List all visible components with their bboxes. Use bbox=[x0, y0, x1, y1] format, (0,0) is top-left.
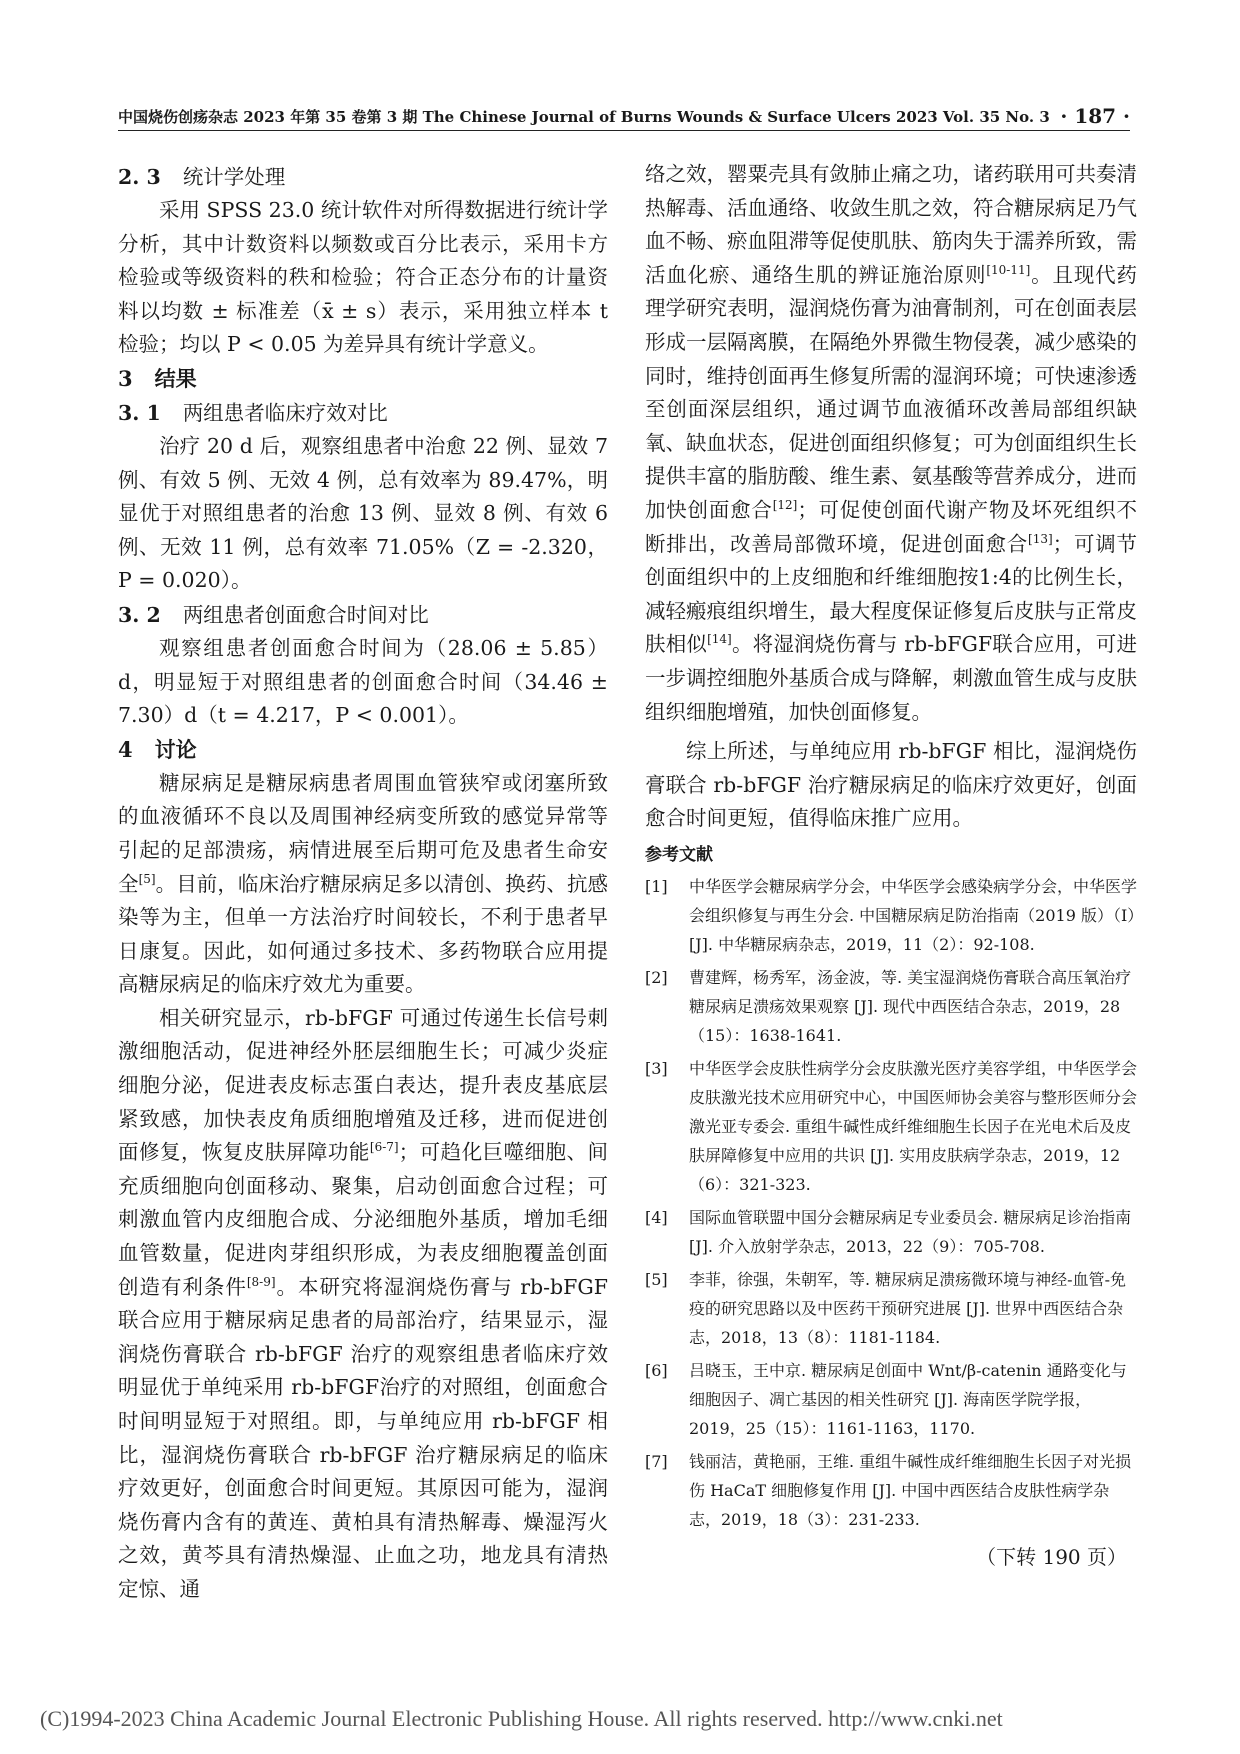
section-title: 统计学处理 bbox=[182, 165, 286, 189]
citation[interactable]: [6-7] bbox=[369, 1140, 399, 1155]
section-3-2-heading bbox=[118, 598, 608, 632]
reference-text: 中华医学会糖尿病学分会，中华医学会感染病学分会，中华医学会组织修复与再生分会. 中国糖尿病足防治指南（2019 版）（Ⅰ）[J]. 中华糖尿病杂志，2019，11（2）：92-108. bbox=[689, 876, 1138, 954]
reference-number: [1] bbox=[645, 876, 668, 896]
text-run: 。本研究将湿润烧伤膏与 rb-bFGF 联合应用于糖尿病足患者的局部治疗，结果显示，湿润烧伤膏联合 rb-bFGF 治疗的观察组患者临床疗效明显优于单纯采用 rb-bFGF治疗的对照组，创面愈合时间明显短于对照组。即，与单纯应用 rb-bFGF 相比，湿润烧伤膏联合 rb-bFGF 治疗糖尿病足的临床疗效更好，创面愈合时间更短。其原因可能为，湿润烧伤膏内含有的黄连、黄柏具有清热解毒、燥湿泻火之效，黄芩具有清热燥湿、止血之功，地龙具有清热定惊、通 bbox=[118, 1274, 609, 1601]
reference-number: [5] bbox=[645, 1269, 668, 1289]
reference-item bbox=[645, 963, 1137, 1050]
right-column bbox=[645, 158, 1137, 1574]
reference-item bbox=[645, 1203, 1137, 1261]
text-run: ；可促使创面代谢产物及坏死组织不断排出，改善局部微环境，促进创面愈合 bbox=[645, 497, 1138, 556]
reference-text: 钱丽洁，黄艳丽，王维. 重组牛碱性成纤维细胞生长因子对光损伤 HaCaT 细胞修复作用 [J]. 中国中西医结合皮肤性病学杂志，2019，18（3）：231-233. bbox=[689, 1451, 1132, 1529]
section-title: 两组患者创面愈合时间对比 bbox=[182, 602, 429, 627]
reference-item bbox=[645, 1054, 1137, 1199]
text-run: ；可趋化巨噬细胞、间充质细胞向创面移动、聚集，启动创面愈合过程；可刺激血管内皮细胞合成、分泌细胞外基质，增加毛细血管数量，促进肉芽组织形成，为表皮细胞覆盖创面创造有利条件 bbox=[118, 1140, 609, 1299]
reference-text: 国际血管联盟中国分会糖尿病足专业委员会. 糖尿病足诊治指南 [J]. 介入放射学杂志，2013，22（9）：705-708. bbox=[689, 1207, 1132, 1256]
paragraph-efficacy: 治疗 20 d 后，观察组患者中治愈 22 例、显效 7 例、有效 5 例、无效 4 例，总有效率为 89.47%，明显优于对照组患者的治愈 13 例、显效 8 例、有效 6 例、无效 11 例，总有效率 71.05%（Z = -2.320，P = 0.020）。 bbox=[118, 433, 608, 593]
paragraph-discussion-3 bbox=[645, 158, 1137, 729]
section-number: 3 bbox=[118, 365, 133, 391]
reference-item bbox=[645, 872, 1137, 959]
reference-number: [2] bbox=[645, 967, 668, 987]
section-2-3-heading bbox=[118, 160, 608, 194]
text-run: 。且现代药理学研究表明，湿润烧伤膏为油膏制剂，可在创面表层形成一层隔离膜，在隔绝外界微生物侵袭，减少感染的同时，维持创面再生修复所需的湿润环境；可快速渗透至创面深层组织，通过调节血液循环改善局部组织缺氧、缺血状态，促进创面组织修复；可为创面组织生长提供丰富的脂肪酸、维生素、氨基酸等营养成分，进而加快创面愈合 bbox=[645, 262, 1138, 522]
paragraph-healing-time: 观察组患者创面愈合时间为（28.06 ± 5.85）d，明显短于对照组患者的创面愈合时间（34.46 ± 7.30）d（t = 4.217，P < 0.001）。 bbox=[118, 635, 608, 728]
citation[interactable]: [13] bbox=[1028, 531, 1053, 546]
reference-item bbox=[645, 1356, 1137, 1443]
text-run: 。目前，临床治疗糖尿病足多以清创、换药、抗感染等为主，但单一方法治疗时间较长，不利于患者早日康复。因此，如何通过多技术、多药物联合应用提高糖尿病足的临床疗效尤为重要。 bbox=[118, 871, 609, 997]
paragraph-discussion-2 bbox=[118, 1002, 608, 1607]
reference-item bbox=[645, 1447, 1137, 1534]
citation[interactable]: [12] bbox=[772, 497, 798, 512]
section-title: 结果 bbox=[154, 365, 197, 391]
references-heading: 参考文献 bbox=[645, 844, 713, 865]
text-run: 络之效，罂粟壳具有敛肺止痛之功，诸药联用可共奏清热解毒、活血通络、收敛生肌之效，符合糖尿病足乃气血不畅、瘀血阻滞等促使肌肤、筋肉失于濡养所致，需活血化瘀、通络生肌的辨证施治原则 bbox=[645, 162, 1137, 287]
section-number: 2. 3 bbox=[118, 165, 161, 189]
section-number: 3. 1 bbox=[118, 400, 161, 425]
citation[interactable]: [8-9] bbox=[246, 1274, 276, 1289]
page-number: · 187 · bbox=[1060, 104, 1130, 128]
text-run: 糖尿病足是糖尿病患者周围血管狭窄或闭塞所致的血液循环不良以及周围神经病变所致的感觉异常等引起的足部溃疡，病情进展至后期可危及患者生命安全 bbox=[118, 770, 608, 896]
paragraph-conclusion: 综上所述，与单纯应用 rb-bFGF 相比，湿润烧伤膏联合 rb-bFGF 治疗糖尿病足的临床疗效更好，创面愈合时间更短，值得临床推广应用。 bbox=[645, 739, 1137, 831]
journal-citation-line: 中国烧伤创疡杂志 2023 年第 35 卷第 3 期 The Chinese Journal of Burns Wounds & Surface Ulcers 2023 Vol. 35 No. 3 bbox=[118, 108, 1050, 126]
section-title: 两组患者临床疗效对比 bbox=[182, 400, 388, 425]
paragraph-discussion-1 bbox=[118, 767, 608, 1002]
running-header bbox=[118, 104, 1130, 131]
copyright-footer: (C)1994-2023 China Academic Journal Electronic Publishing House. All rights reserved. http://www.cnki.net bbox=[40, 1706, 1003, 1731]
reference-text: 李菲，徐强，朱朝军，等. 糖尿病足溃疡微环境与神经-血管-免疫的研究思路以及中医药干预研究进展 [J]. 世界中西医结合杂志，2018，13（8）：1181-1184. bbox=[689, 1269, 1126, 1347]
left-column bbox=[118, 160, 608, 1607]
section-title: 讨论 bbox=[154, 736, 197, 762]
text-run: 。将湿润烧伤膏与 rb-bFGF联合应用，可进一步调控细胞外基质合成与降解，刺激血管生成与皮肤组织细胞增殖，加快创面修复。 bbox=[645, 632, 1138, 724]
continued-note: （下转 190 页） bbox=[976, 1544, 1127, 1569]
citation[interactable]: [5] bbox=[138, 871, 156, 886]
section-3-heading bbox=[118, 362, 608, 396]
citation[interactable]: [10-11] bbox=[986, 262, 1031, 277]
reference-number: [3] bbox=[645, 1058, 668, 1078]
citation[interactable]: [14] bbox=[707, 632, 732, 647]
reference-number: [6] bbox=[645, 1360, 668, 1380]
reference-item bbox=[645, 1265, 1137, 1352]
section-number: 3. 2 bbox=[118, 602, 161, 627]
reference-list bbox=[645, 872, 1137, 1534]
reference-number: [4] bbox=[645, 1207, 668, 1227]
text-run: ；可调节创面组织中的上皮细胞和纤维细胞按1:4的比例生长，减轻瘢痕组织增生，最大程度保证修复后皮肤与正常皮肤相似 bbox=[645, 531, 1138, 657]
text-run: 相关研究显示，rb-bFGF 可通过传递生长信号刺激细胞活动，促进神经外胚层细胞生长；可减少炎症细胞分泌，促进表皮标志蛋白表达，提升表皮基底层紧致感，加快表皮角质细胞增殖及迁移，进而促进创面修复，恢复皮肤屏障功能 bbox=[118, 1005, 608, 1165]
reference-text: 中华医学会皮肤性病学分会皮肤激光医疗美容学组，中华医学会皮肤激光技术应用研究中心，中国医师协会美容与整形医师分会激光亚专委会. 重组牛碱性成纤维细胞生长因子在光电术后及皮肤屏障修复中应用的共识 [J]. 实用皮肤病学杂志，2019，12（6）：321-323. bbox=[689, 1058, 1138, 1194]
reference-text: 曹建辉，杨秀军，汤金波，等. 美宝湿润烧伤膏联合高压氧治疗糖尿病足溃疡效果观察 [J]. 现代中西医结合杂志，2019，28（15）：1638-1641. bbox=[689, 967, 1132, 1045]
section-4-heading bbox=[118, 733, 608, 767]
section-3-1-heading bbox=[118, 396, 608, 430]
paragraph-statistics: 采用 SPSS 23.0 统计软件对所得数据进行统计学分析，其中计数资料以频数或百分比表示，采用卡方检验或等级资料的秩和检验；符合正态分布的计量资料以均数 ± 标准差（x̄ ± s）表示，采用独立样本 t 检验；均以 P < 0.05 为差异具有统计学意义。 bbox=[118, 198, 608, 357]
reference-number: [7] bbox=[645, 1451, 668, 1471]
reference-text: 吕晓玉，王中京. 糖尿病足创面中 Wnt/β-catenin 通路变化与细胞因子、凋亡基因的相关性研究 [J]. 海南医学院学报，2019，25（15）：1161-1163，1170. bbox=[689, 1360, 1127, 1438]
section-number: 4 bbox=[118, 736, 133, 762]
